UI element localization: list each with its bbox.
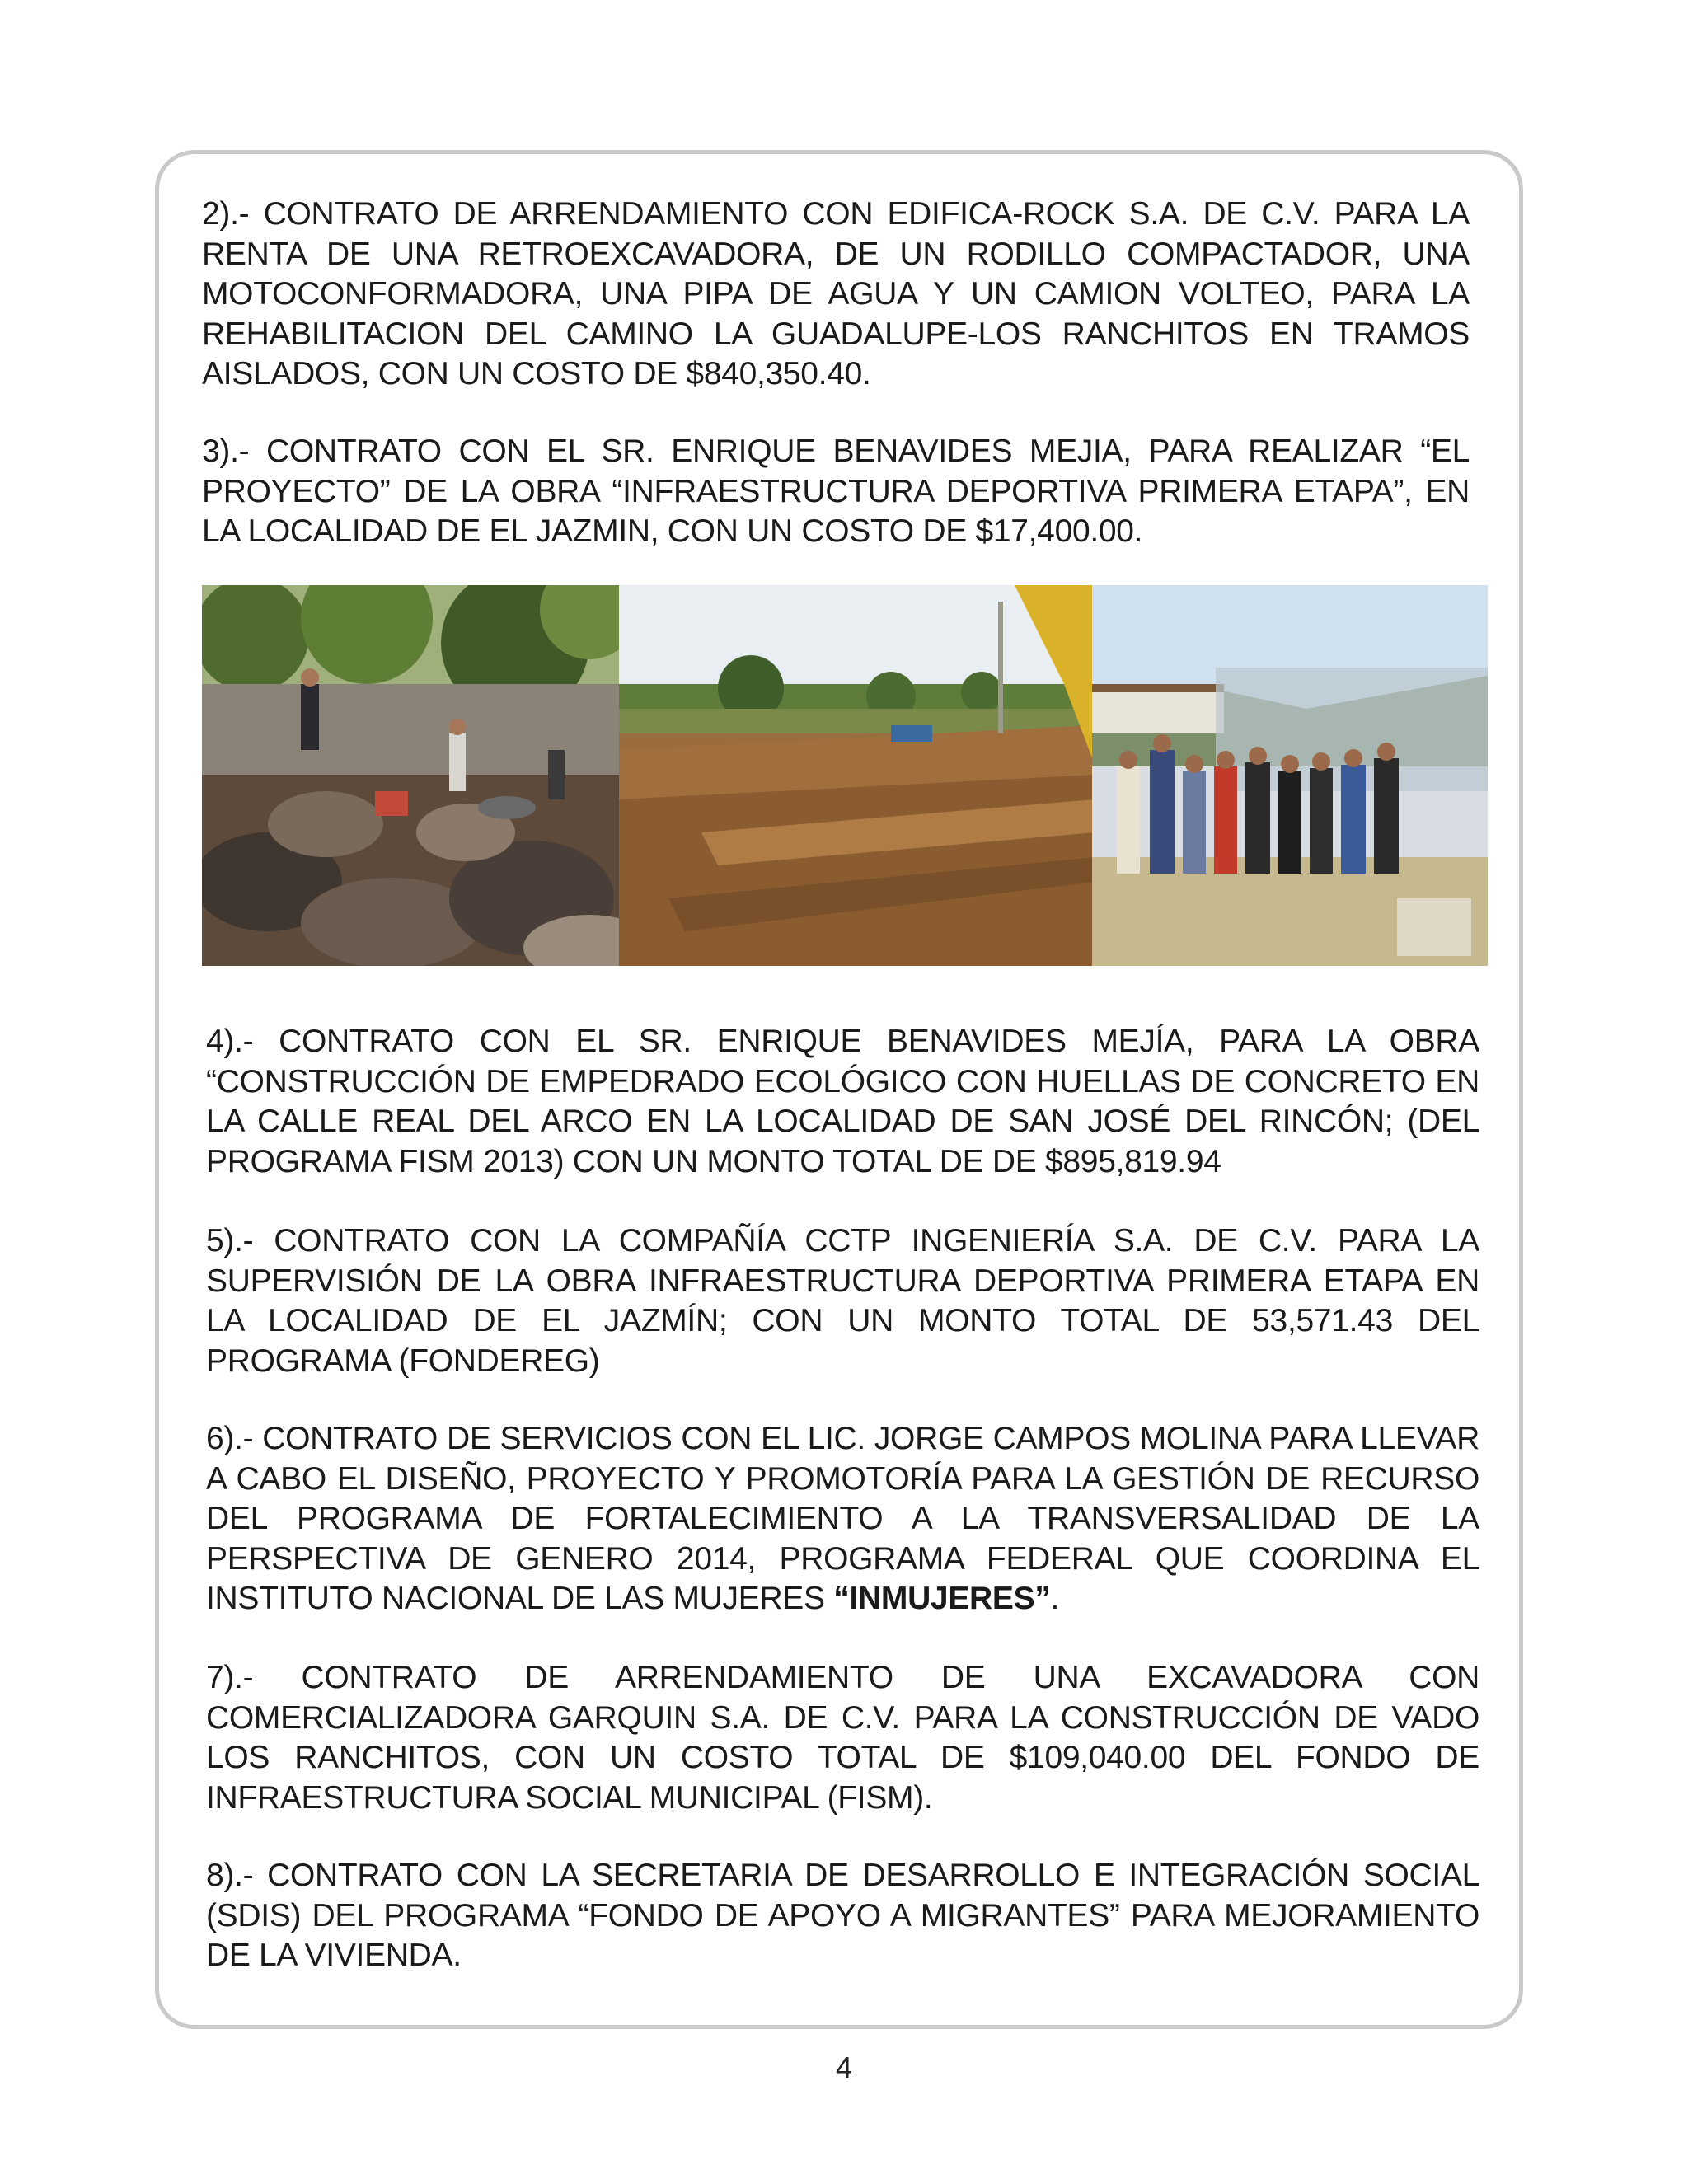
photo-group-sports-field <box>1092 585 1488 966</box>
paragraph-contract-6-text: 6).- CONTRATO DE SERVICIOS CON EL LIC. JORGE CAMPOS MOLINA PARA LLEVAR A CABO EL DISEÑO, PROYECTO Y PROMOTORÍA PARA LA GESTIÓN DE RECURSO DEL PROGRAMA DE FORTALECIMIENTO A LA TRANSVERSALIDAD DE LA PERSPECTIVA DE GENERO 2014, PROGRAMA FEDERAL QUE COORDINA EL INSTITUTO NACIONAL DE LAS MUJERES <box>206 1421 1479 1616</box>
page-number: 4 <box>835 2050 853 2084</box>
photo-collage <box>202 585 1488 966</box>
paragraph-contract-3: 3).- CONTRATO CON EL SR. ENRIQUE BENAVIDES MEJIA, PARA REALIZAR “EL PROYECTO” DE LA OBRA “INFRAESTRUCTURA DEPORTIVA PRIMERA ETAPA”, EN LA LOCALIDAD DE EL JAZMIN, CON UN COSTO DE $17,400.00. <box>202 434 1470 549</box>
photo-stone-wall-workers <box>202 585 621 966</box>
photo-graded-road <box>619 585 1095 966</box>
paragraph-contract-2: 2).- CONTRATO DE ARRENDAMIENTO CON EDIFICA-ROCK S.A. DE C.V. PARA LA RENTA DE UNA RETROEXCAVADORA, DE UN RODILLO COMPACTADOR, UNA MOTOCONFORMADORA, UNA PIPA DE AGUA Y UN CAMION VOLTEO, PARA LA REHABILITACION DEL CAMINO LA GUADALUPE-LOS RANCHITOS EN TRAMOS AISLADOS, CON UN COSTO DE $840,350.40. <box>202 196 1470 391</box>
inmujeres-bold: “INMUJERES” <box>833 1581 1051 1616</box>
paragraph-contract-6-end: . <box>1050 1581 1060 1616</box>
paragraph-contract-6 <box>206 1419 1479 1619</box>
paragraph-contract-8: 8).- CONTRATO CON LA SECRETARIA DE DESARROLLO E INTEGRACIÓN SOCIAL (SDIS) DEL PROGRAMA “FONDO DE APOYO A MIGRANTES” PARA MEJORAMIENTO DE LA VIVIENDA. <box>206 1858 1479 1973</box>
paragraph-contract-7: 7).- CONTRATO DE ARRENDAMIENTO DE UNA EXCAVADORA CON COMERCIALIZADORA GARQUIN S.A. DE C.V. PARA LA CONSTRUCCIÓN DE VADO LOS RANCHITOS, CON UN COSTO TOTAL DE $109,040.00 DEL FONDO DE INFRAESTRUCTURA SOCIAL MUNICIPAL (FISM). <box>206 1660 1479 1816</box>
paragraph-contract-5: 5).- CONTRATO CON LA COMPAÑÍA CCTP INGENIERÍA S.A. DE C.V. PARA LA SUPERVISIÓN DE LA OBRA INFRAESTRUCTURA DEPORTIVA PRIMERA ETAPA EN LA LOCALIDAD DE EL JAZMÍN; CON UN MONTO TOTAL DE 53,571.43 DEL PROGRAMA (FONDEREG) <box>206 1223 1479 1379</box>
paragraph-contract-4: 4).- CONTRATO CON EL SR. ENRIQUE BENAVIDES MEJÍA, PARA LA OBRA “CONSTRUCCIÓN DE EMPEDRADO ECOLÓGICO CON HUELLAS DE CONCRETO EN LA CALLE REAL DEL ARCO EN LA LOCALIDAD DE SAN JOSÉ DEL RINCÓN; (DEL PROGRAMA FISM 2013) CON UN MONTO TOTAL DE DE $895,819.94 <box>206 1024 1479 1179</box>
